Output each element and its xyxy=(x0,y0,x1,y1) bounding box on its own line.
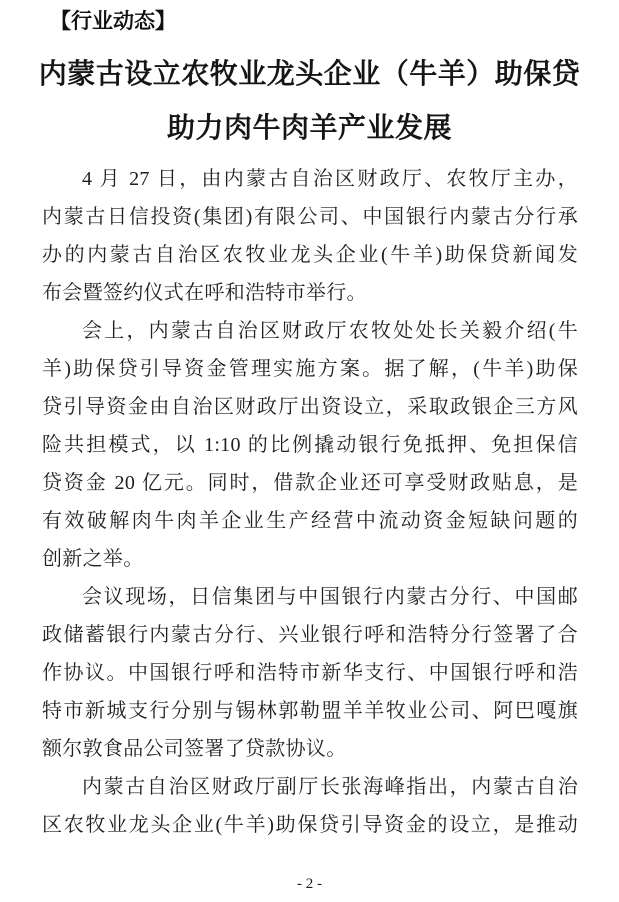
body-line: 区农牧业龙头企业(牛羊)助保贷引导资金的设立，是推动 xyxy=(42,814,578,836)
body-line: 政储蓄银行内蒙古分行、兴业银行呼和浩特分行签署了合 xyxy=(42,624,578,646)
section-header: 【行业动态】 xyxy=(50,10,176,33)
body-line: 会上，内蒙古自治区财政厅农牧处处长关毅介绍(牛 xyxy=(82,320,578,342)
article-title-line-2: 助力肉牛肉羊产业发展 xyxy=(166,113,452,144)
article-body xyxy=(42,160,578,844)
body-line: 内蒙古自治区财政厅副厅长张海峰指出，内蒙古自治 xyxy=(82,776,578,798)
body-line: 会议现场，日信集团与中国银行内蒙古分行、中国邮 xyxy=(82,586,578,608)
body-line: 4 月 27 日，由内蒙古自治区财政厅、农牧厅主办， xyxy=(82,168,578,190)
body-line: 特市新城支行分别与锡林郭勒盟羊羊牧业公司、阿巴嘎旗 xyxy=(42,700,578,722)
page-number: - 2 - xyxy=(297,876,322,892)
body-line: 羊)助保贷引导资金管理实施方案。据了解，(牛羊)助保 xyxy=(42,358,578,380)
body-line: 内蒙古日信投资(集团)有限公司、中国银行内蒙古分行承 xyxy=(42,206,578,228)
body-line: 贷引导资金由自治区财政厅出资设立，采取政银企三方风 xyxy=(42,396,578,418)
body-line: 创新之举。 xyxy=(42,548,144,570)
body-line: 额尔敦食品公司签署了贷款协议。 xyxy=(42,738,347,760)
article-title-line-1: 内蒙古设立农牧业龙头企业（牛羊）助保贷 xyxy=(38,59,581,90)
body-line: 贷资金 20 亿元。同时，借款企业还可享受财政贴息，是 xyxy=(42,472,578,494)
article-title xyxy=(0,48,619,156)
body-line: 办的内蒙古自治区农牧业龙头企业(牛羊)助保贷新闻发 xyxy=(42,244,578,266)
body-line: 布会暨签约仪式在呼和浩特市举行。 xyxy=(42,282,367,304)
body-line: 作协议。中国银行呼和浩特市新华支行、中国银行呼和浩 xyxy=(42,662,578,684)
body-line: 险共担模式，以 1:10 的比例撬动银行免抵押、免担保信 xyxy=(42,434,578,456)
body-line: 有效破解肉牛肉羊企业生产经营中流动资金短缺问题的 xyxy=(42,510,578,532)
